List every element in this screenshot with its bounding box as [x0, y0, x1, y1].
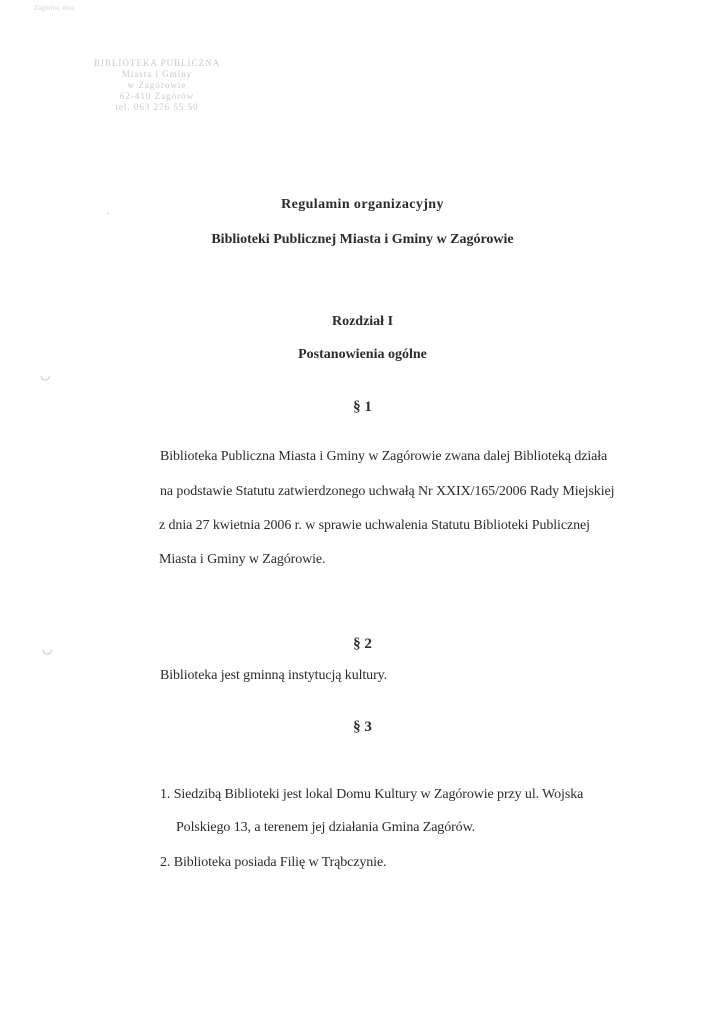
section-mark-3: § 3 [353, 719, 372, 735]
stamp-line: tel. 063 276 55 50 [115, 102, 199, 112]
stamp-line: BIBLIOTEKA PUBLICZNA [93, 58, 221, 68]
section-3-item: 1. Siedzibą Biblioteki jest lokal Domu Kultury w Zagórowie przy ul. Wojska [160, 787, 584, 802]
chapter-name: Postanowienia ogólne [298, 347, 427, 362]
stamp-line: w Zagórowie [127, 80, 187, 90]
punch-hole-mark: ◡ [42, 642, 53, 656]
section-1-line: Miasta i Gminy w Zagórowie. [159, 552, 326, 567]
section-1-line: z dnia 27 kwietnia 2006 r. w sprawie uchwalenia Statutu Biblioteki Publicznej [159, 518, 590, 533]
stamp-line: 62-410 Zagórów [119, 91, 195, 101]
section-1-line: na podstawie Statutu zatwierdzonego uchwałą Nr XXIX/165/2006 Rady Miejskiej [160, 484, 615, 499]
document-subtitle: Biblioteki Publicznej Miasta i Gminy w Zagórowie [211, 232, 514, 247]
section-1-line: Biblioteka Publiczna Miasta i Gminy w Zagórowie zwana dalej Biblioteką działa [160, 449, 608, 464]
scan-dot: · [106, 206, 110, 220]
punch-hole-mark: ◡ [40, 368, 51, 382]
section-mark-2: § 2 [353, 636, 372, 652]
section-3-item: 2. Biblioteka posiada Filię w Trąbczynie. [160, 855, 387, 870]
chapter-number: Rozdział I [331, 314, 394, 329]
stamp-line: Miasta i Gminy [121, 69, 193, 79]
document-title: Regulamin organizacyjny [281, 197, 444, 212]
section-3-item: Polskiego 13, a terenem jej działania Gmina Zagórów. [176, 820, 476, 835]
corner-note: Zagórów, dnia [34, 4, 75, 12]
library-stamp [82, 58, 232, 120]
section-mark-1: § 1 [353, 399, 372, 415]
section-2-text: Biblioteka jest gminną instytucją kultury. [160, 668, 388, 683]
